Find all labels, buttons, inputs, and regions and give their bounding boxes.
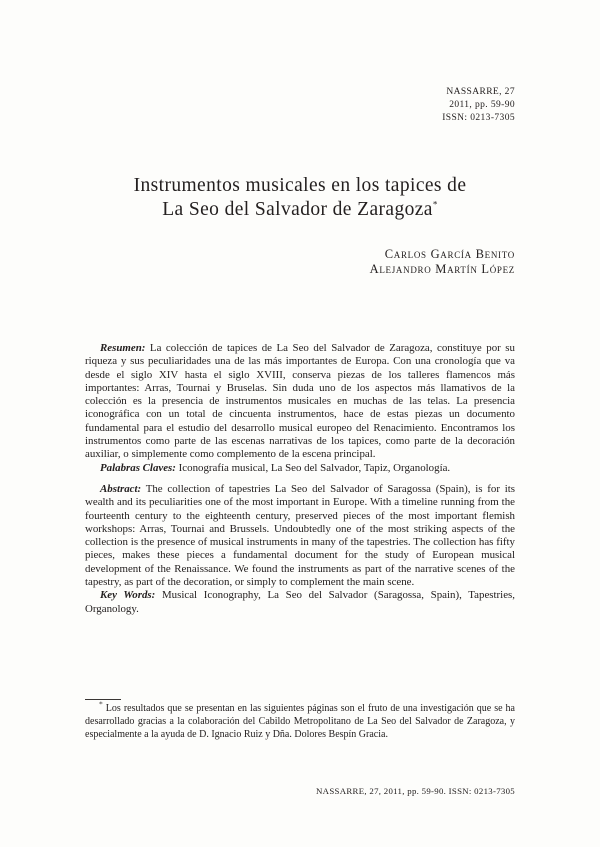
abstract-paragraph xyxy=(85,483,515,589)
resumen-label: Resumen: xyxy=(100,342,146,354)
palabras-claves-label: Palabras Claves: xyxy=(100,461,176,474)
palabras-claves-text: Iconografía musical, La Seo del Salvador, Tapiz, Organología. xyxy=(175,461,451,474)
footnote-section xyxy=(85,699,515,742)
abstract-section xyxy=(85,483,515,616)
footnote-text: Los resultados que se presentan en las siguientes páginas son el fruto de una investigación que se ha desarrollado gracias a la colaboración del Cabildo Metropolitano de La Seo del Salvador de Zaragoza, y especialmente a la ayuda de D. Ignacio Ruiz y Dña. Dolores Bespín Gracia. xyxy=(85,703,515,740)
key-words-label: Key Words: xyxy=(100,589,156,602)
resumen-paragraph xyxy=(85,342,515,462)
article-title-line1: Instrumentos musicales en los tapices de xyxy=(133,175,467,196)
journal-header xyxy=(442,86,515,125)
author-name: Alejandro Martín López xyxy=(369,262,515,277)
page-footer: NASSARRE, 27, 2011, pp. 59-90. ISSN: 0213-7305 xyxy=(316,786,515,796)
footnote-marker: * xyxy=(99,699,103,709)
resumen-section xyxy=(85,342,515,475)
journal-header-line: NASSARRE, 27 xyxy=(446,87,515,97)
author-list xyxy=(370,247,515,278)
journal-header-line: ISSN: 0213-7305 xyxy=(442,113,515,123)
footnote-divider xyxy=(85,699,121,700)
key-words-text: Musical Iconography, La Seo del Salvador (Saragossa, Spain), Tapestries, Organology. xyxy=(85,589,516,615)
author-name: Carlos García Benito xyxy=(384,247,515,261)
journal-header-line: 2011, pp. 59-90 xyxy=(449,100,515,110)
title-footnote-marker: * xyxy=(432,199,438,209)
article-title xyxy=(0,174,600,221)
footnote-paragraph xyxy=(85,699,515,742)
palabras-claves-paragraph xyxy=(85,462,515,475)
abstract-label: Abstract: xyxy=(100,483,142,495)
abstract-text: The collection of tapestries La Seo del Salvador of Saragossa (Spain), is for its wealth and its peculiarities one of the most important in Europe. With a timeline running from the fourteenth century to the eighteenth century, preserved pieces of the most important flemish workshops: Arras, Tournai and Brussels. Undoubtedly one of the most striking aspects of the collection is the presence of musical instruments in many of the tapestries. The collection has fifty pieces, makes these pieces a fundamental document for the study of European musical development of the Renaissance. We found the instruments as part of the narrative scenes of the tapestry, as part of the decoration, or simply to complement the main scene. xyxy=(85,483,515,589)
key-words-paragraph xyxy=(85,589,515,616)
article-title-line2: La Seo del Salvador de Zaragoza xyxy=(162,198,433,220)
resumen-text: La colección de tapices de La Seo del Salvador de Zaragoza, constituye por su riqueza y sus peculiaridades una de las más importantes de Europa. Con una cronología que va desde el siglo XIV hasta el siglo XVIII, conserva piezas de los talleres flamencos más importantes: Arras, Tournai y Bruselas. Sin duda uno de los aspectos más llamativos de la colección es la presencia de instrumentos musicales en muchas de las telas. La presencia iconográfica con un total de cincuenta instrumentos, hace de estas piezas un documento fundamental para el estudio del desarrollo musical europeo del Renacimiento. Encontramos los instrumentos como parte de las escenas narrativas de los tapices, como parte de la decoración auxiliar, o simplemente como complemento de la escena principal. xyxy=(85,342,515,461)
